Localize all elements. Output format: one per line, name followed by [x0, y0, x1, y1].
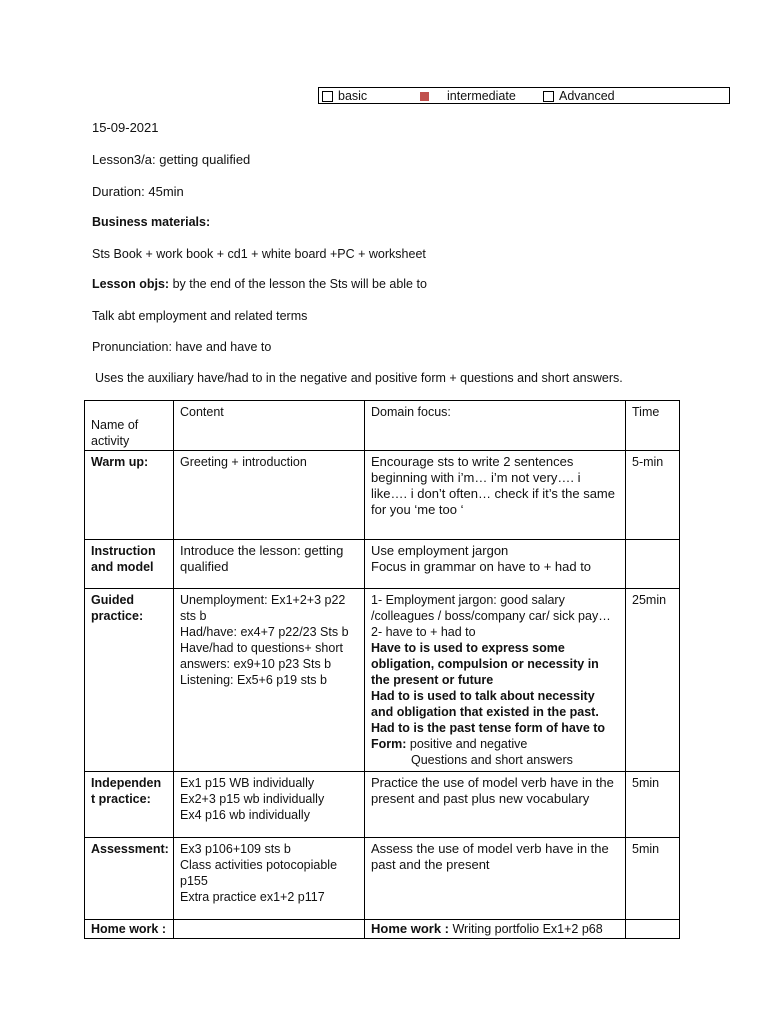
header-content: Content	[174, 401, 365, 451]
content-line: Ex2+3 p15 wb individually	[180, 792, 325, 806]
activity-time: 5min	[626, 772, 680, 838]
domain-line: Focus in grammar on have to + had to	[371, 559, 592, 574]
table-row-warm-up	[85, 451, 680, 540]
lesson-plan-table	[84, 400, 680, 939]
domain-line: Have to is used to express some obligation, compulsion or necessity in the present or future	[371, 641, 599, 687]
objective-talk: Talk abt employment and related terms	[92, 309, 308, 323]
domain-line: Use employment jargon	[371, 543, 509, 558]
table-row-homework	[85, 920, 680, 939]
content-line: Had/have: ex4+7 p22/23 Sts b	[180, 625, 349, 639]
level-option-intermediate[interactable]	[420, 90, 516, 103]
activity-content	[174, 772, 365, 838]
content-line: Unemployment: Ex1+2+3 p22 sts b	[180, 593, 346, 623]
form-label: Form:	[371, 737, 407, 751]
activity-content	[174, 920, 365, 939]
activity-domain	[365, 920, 626, 939]
activity-name: Home work :	[85, 920, 174, 939]
level-label: Advanced	[559, 89, 615, 103]
content-line: Ex1 p15 WB individually	[180, 776, 315, 790]
checkbox-icon[interactable]	[322, 91, 333, 102]
header-domain: Domain focus:	[365, 401, 626, 451]
table-header-row	[85, 401, 680, 451]
content-line: Have/had to questions+ short answers: ex9+10 p23 Sts b	[180, 641, 343, 671]
level-label: basic	[338, 89, 368, 103]
activity-domain	[365, 589, 626, 772]
domain-line: Questions and short answers	[411, 753, 573, 767]
activity-time: 5-min	[626, 451, 680, 540]
materials-label: Business materials:	[92, 215, 211, 229]
level-label: intermediate	[447, 89, 516, 103]
objectives-text: by the end of the lesson the Sts will be able to	[169, 277, 427, 291]
activity-domain: Assess the use of model verb have in the past and the present	[365, 838, 626, 920]
lesson-duration: Duration: 45min	[92, 184, 184, 199]
objective-uses: Uses the auxiliary have/had to in the negative and positive form + questions and short answers.	[95, 371, 623, 385]
header-activity-label: Name of activity	[91, 418, 139, 448]
activity-domain: Practice the use of model verb have in the present and past plus new vocabulary	[365, 772, 626, 838]
activity-time: 5min	[626, 838, 680, 920]
activity-content	[174, 589, 365, 772]
table-row-assessment	[85, 838, 680, 920]
level-selector	[318, 87, 730, 104]
homework-text: Writing portfolio Ex1+2 p68	[449, 922, 603, 936]
activity-name: Warm up:	[85, 451, 174, 540]
activity-name: Guided practice:	[85, 589, 174, 772]
table-row-guided	[85, 589, 680, 772]
homework-label: Home work :	[371, 921, 450, 936]
lesson-objectives	[92, 277, 427, 291]
domain-line: Form: positive and negative	[371, 737, 528, 751]
content-line: Ex3 p106+109 sts b	[180, 842, 291, 856]
domain-line: 1- Employment jargon: good salary /colleagues / boss/company car/ sick pay…	[371, 593, 611, 623]
objective-pronunciation: Pronunciation: have and have to	[92, 340, 272, 354]
table-row-independent	[85, 772, 680, 838]
domain-line: 2- have to + had to	[371, 625, 476, 639]
level-option-advanced[interactable]	[543, 89, 615, 103]
table-row-instruction	[85, 540, 680, 589]
activity-domain: Encourage sts to write 2 sentences beginning with i’m… i’m not very…. i like…. i don’t often… check if it’s the same for you ‘me too ‘	[365, 451, 626, 540]
domain-line: Had to is used to talk about necessity and obligation that existed in the past. Had to is the past tense form of have to	[371, 689, 606, 735]
header-activity	[85, 401, 174, 451]
lesson-date: 15-09-2021	[92, 120, 159, 135]
activity-content: Introduce the lesson: getting qualified	[174, 540, 365, 589]
materials-list: Sts Book + work book + cd1 + white board +PC + worksheet	[92, 247, 426, 261]
activity-content: Greeting + introduction	[174, 451, 365, 540]
content-line: Class activities potocopiable p155	[180, 858, 338, 888]
checked-square-icon[interactable]	[420, 92, 429, 101]
activity-content	[174, 838, 365, 920]
activity-domain	[365, 540, 626, 589]
checkbox-icon[interactable]	[543, 91, 554, 102]
activity-name: Independen t practice:	[85, 772, 174, 838]
objectives-label: Lesson objs:	[92, 277, 170, 291]
activity-time	[626, 920, 680, 939]
content-line: Extra practice ex1+2 p117	[180, 890, 325, 904]
activity-name: Assessment:	[85, 838, 174, 920]
content-line: Ex4 p16 wb individually	[180, 808, 310, 822]
lesson-title: Lesson3/a: getting qualified	[92, 152, 251, 167]
activity-time	[626, 540, 680, 589]
activity-time: 25min	[626, 589, 680, 772]
header-time: Time	[626, 401, 680, 451]
level-option-basic[interactable]	[322, 89, 367, 103]
content-line: Listening: Ex5+6 p19 sts b	[180, 673, 327, 687]
activity-name: Instruction and model	[85, 540, 174, 589]
